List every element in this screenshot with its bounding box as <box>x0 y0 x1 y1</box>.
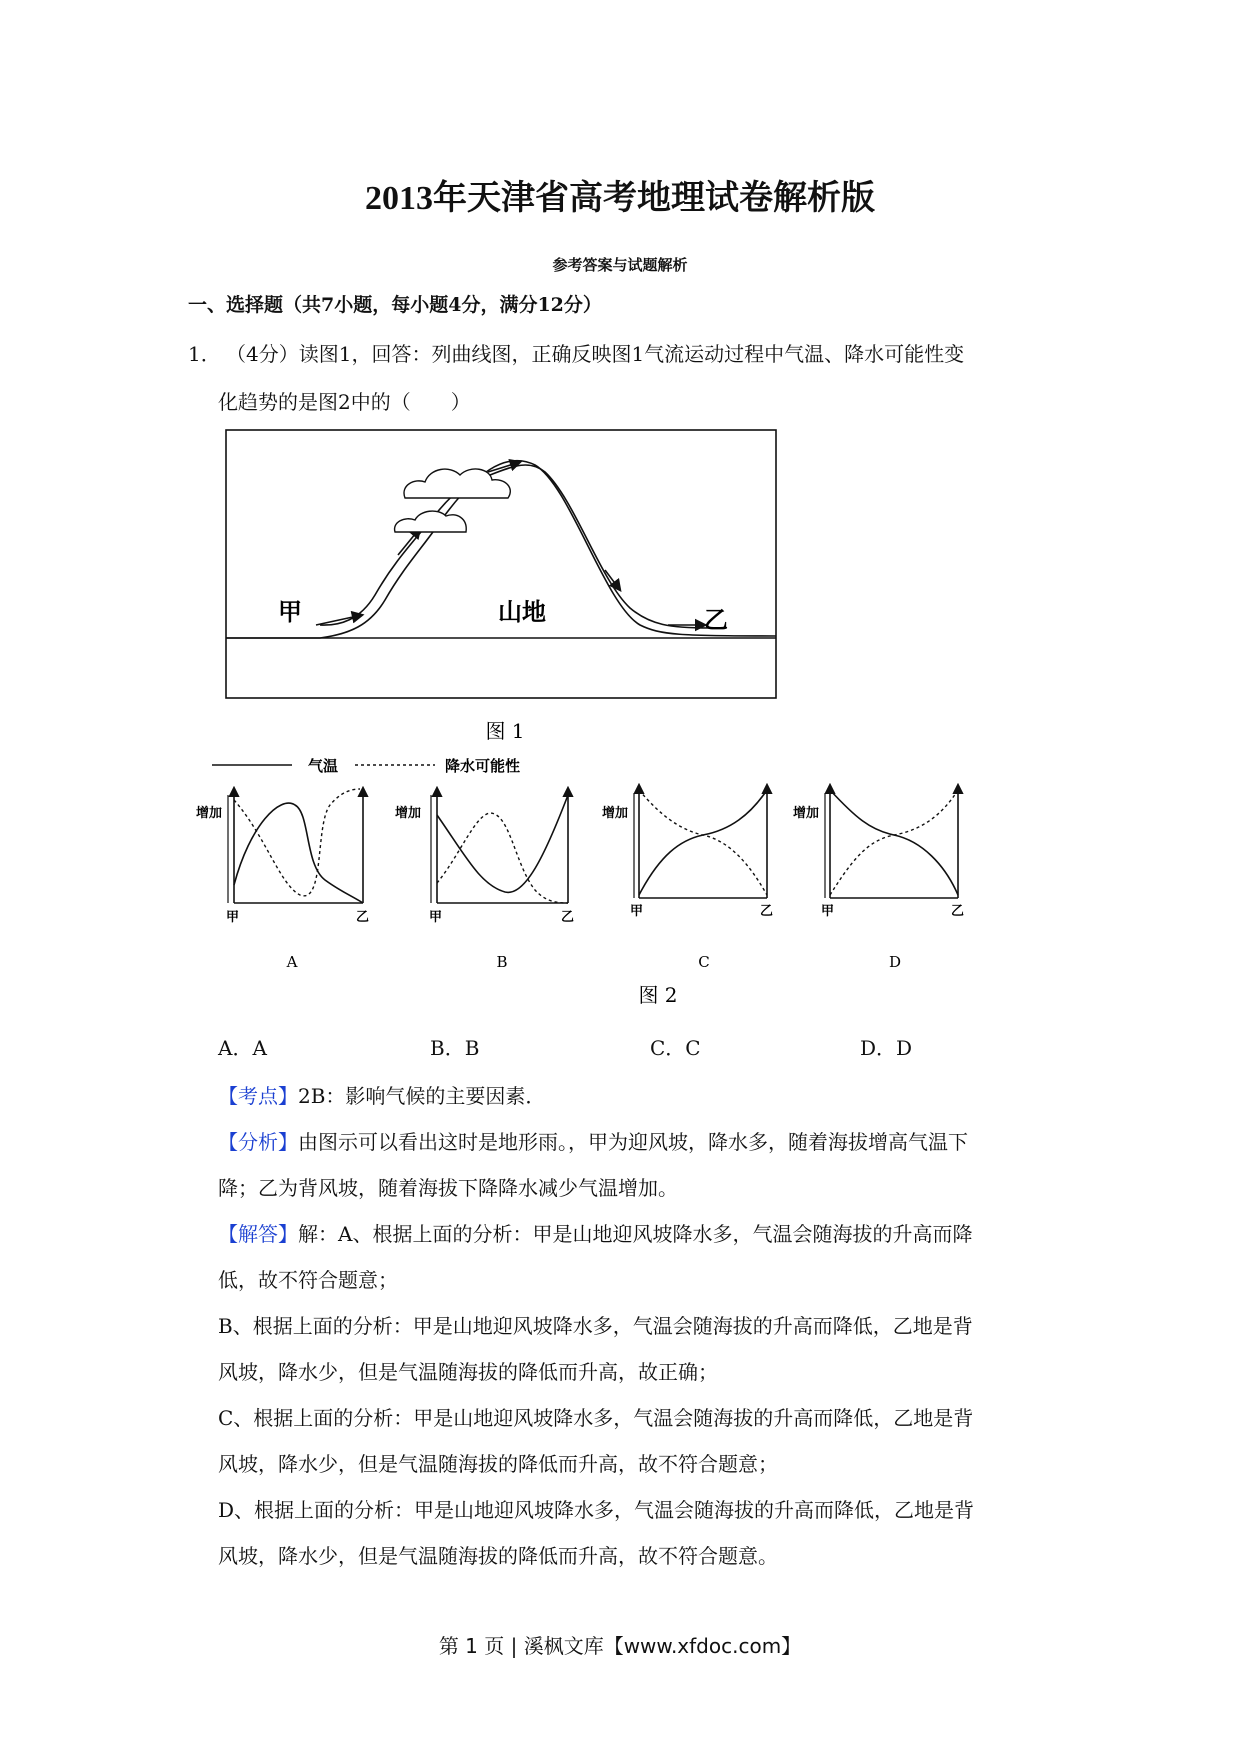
label-mountain: 山地 <box>498 597 546 626</box>
panel-c-temperature <box>639 790 767 895</box>
page-footer: 第 1 页 | 溪枫文库【www.xfdoc.com】 <box>438 1634 802 1658</box>
page-title: 2013年天津省高考地理试卷解析版 <box>365 180 875 217</box>
option-c: C．C <box>650 1036 701 1060</box>
panel-c-x-start: 甲 <box>630 904 644 919</box>
kaodian-tag: 【考点】 <box>218 1084 298 1108</box>
answer-d-line-2: 风坡，降水少，但是气温随海拔的降低而升高，故不符合题意。 <box>218 1544 778 1568</box>
panel-b-x-end: 乙 <box>561 910 575 925</box>
figure-2-caption: 图 2 <box>638 983 678 1007</box>
panel-a <box>196 788 369 971</box>
panel-c-x-end: 乙 <box>760 904 774 919</box>
label-yi: 乙 <box>704 605 728 634</box>
jieda-line-2: 低，故不符合题意； <box>218 1268 398 1292</box>
legend-dashed-label: 降水可能性 <box>445 757 521 775</box>
jieda-text-1: 解：A、根据上面的分析：甲是山地迎风坡降水多，气温会随海拔的升高而降 <box>298 1222 973 1246</box>
panel-b-y-label: 增加 <box>395 806 422 821</box>
question-number: 1． <box>188 342 221 366</box>
panel-c-label: C <box>698 953 710 971</box>
fenxi-text-1: 由图示可以看出这时是地形雨。，甲为迎风坡，降水多，随着海拔增高气温下 <box>298 1130 968 1154</box>
panel-c-y-label: 增加 <box>602 806 629 821</box>
panel-a-label: A <box>286 953 298 971</box>
fenxi-tag: 【分析】 <box>218 1130 298 1154</box>
cloud-lower <box>395 511 467 532</box>
panel-b-precipitation <box>437 813 568 903</box>
panel-d-temperature <box>830 790 958 895</box>
panel-c-precipitation <box>639 790 767 895</box>
panel-d <box>793 785 964 971</box>
panel-b-x-start: 甲 <box>429 910 443 925</box>
panel-b <box>395 788 574 971</box>
panel-a-y-label: 增加 <box>196 806 223 821</box>
figure-1-diagram <box>220 420 790 750</box>
answer-c-line-2: 风坡，降水少，但是气温随海拔的降低而升高，故不符合题意； <box>218 1452 778 1476</box>
panel-c <box>602 785 773 971</box>
answer-c-line-1: C、根据上面的分析：甲是山地迎风坡降水多，气温会随海拔的升高而降低，乙地是背 <box>218 1406 974 1430</box>
panel-d-precipitation <box>830 790 958 895</box>
figure-2-charts <box>196 755 1070 1007</box>
panel-a-temperature <box>234 803 363 903</box>
answer-b-line-1: B、根据上面的分析：甲是山地迎风坡降水多，气温会随海拔的升高而降低，乙地是背 <box>218 1314 973 1338</box>
kaodian-text: 2B：影响气候的主要因素． <box>298 1084 546 1108</box>
panel-a-x-start: 甲 <box>226 910 240 925</box>
jieda-line-1 <box>218 1218 972 1247</box>
label-jia: 甲 <box>278 597 302 626</box>
panel-d-x-end: 乙 <box>951 904 965 919</box>
panel-b-temperature <box>437 795 568 892</box>
kaodian-line <box>218 1080 545 1109</box>
panel-b-label: B <box>496 953 508 971</box>
panel-d-x-start: 甲 <box>821 904 835 919</box>
panel-a-precipitation <box>234 789 360 896</box>
option-a: A．A <box>218 1036 267 1060</box>
answer-d-line-1: D、根据上面的分析：甲是山地迎风坡降水多，气温会随海拔的升高而降低，乙地是背 <box>218 1498 975 1522</box>
panel-a-x-end: 乙 <box>356 910 370 925</box>
legend-solid-label: 气温 <box>308 757 339 775</box>
fenxi-line-1 <box>218 1126 968 1155</box>
option-d: D．D <box>860 1036 913 1060</box>
section-heading: 一、选择题（共7小题，每小题4分，满分12分） <box>188 294 602 316</box>
panel-d-y-label: 增加 <box>793 806 820 821</box>
fenxi-line-2: 降；乙为背风坡，随着海拔下降降水减少气温增加。 <box>218 1176 678 1200</box>
jieda-tag: 【解答】 <box>218 1222 298 1246</box>
answer-b-line-2: 风坡，降水少，但是气温随海拔的降低而升高，故正确； <box>218 1360 718 1384</box>
question-line-2: 化趋势的是图2中的（ ） <box>218 390 471 414</box>
panel-d-label: D <box>888 953 902 971</box>
figure-1-caption: 图 1 <box>485 719 525 743</box>
page-subtitle: 参考答案与试题解析 <box>552 256 688 274</box>
option-b: B．B <box>430 1036 480 1060</box>
question-line-1: （4分）读图1，回答：列曲线图，正确反映图1气流运动过程中气温、降水可能性变 <box>226 342 965 366</box>
